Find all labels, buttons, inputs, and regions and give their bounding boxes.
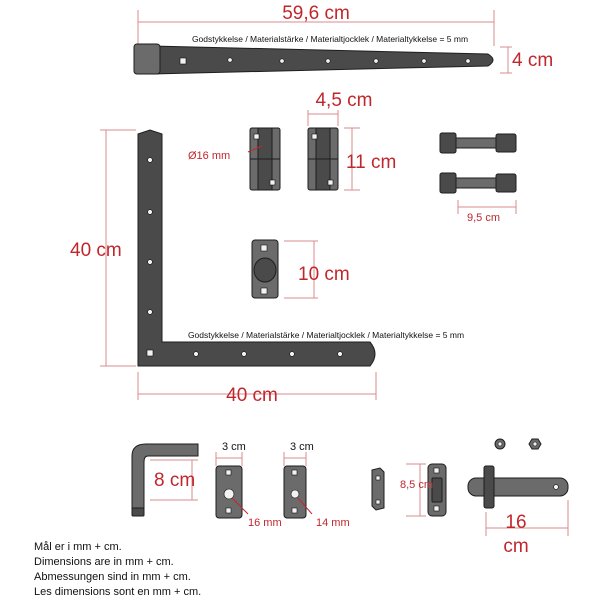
plate1-width-label: 3 cm xyxy=(222,441,246,453)
bracket-width-label: 4,5 cm xyxy=(315,90,373,111)
bolt-length-label: 9,5 cm xyxy=(467,212,501,224)
note-german: Abmessungen sind in mm + cm. xyxy=(34,571,191,583)
note-french: Les dimensions sont en mm + cm. xyxy=(34,586,202,598)
hinge-long-height-label: 4 cm xyxy=(512,50,554,71)
angle-width-label: 40 cm xyxy=(226,385,278,406)
hex-bolts xyxy=(440,133,516,214)
plate-14mm xyxy=(284,452,312,518)
hinge-long-width-label: 59,6 cm xyxy=(282,3,350,24)
angle-height-label: 40 cm xyxy=(70,240,122,261)
note-english: Dimensions are in mm + cm. xyxy=(34,556,174,568)
bracket-hole-label: Ø16 mm xyxy=(188,150,231,162)
clamp-height-label: 10 cm xyxy=(298,264,350,285)
thickness-note-top: Godstykkelse / Materialstärke / Materialtjocklek / Materialtykkelse = 5 mm xyxy=(191,34,469,44)
plate1-hole-label: 16 mm xyxy=(248,517,282,529)
plate2-width-label: 3 cm xyxy=(290,441,314,453)
bolt-long-length-label: 16 cm xyxy=(0,0,3,1)
pin-height-label: 8 cm xyxy=(154,470,196,491)
bracket-pair xyxy=(248,110,360,190)
bolt-long-length-label-part2: cm xyxy=(503,536,529,557)
plate2-hole-label: 14 mm xyxy=(316,517,350,529)
plate-16mm xyxy=(216,452,248,518)
note-nordic: Mål er i mm + cm. xyxy=(34,541,122,553)
latch-height-label: 8,5 cm xyxy=(400,479,434,491)
bracket-height-label: 11 cm xyxy=(346,152,397,173)
bolt-long-length-label-part1: 16 xyxy=(505,512,527,533)
thickness-note-angle: Godstykkelse / Materialstärke / Materialtjocklek / Materialtykkelse = 5 mm xyxy=(187,330,465,340)
